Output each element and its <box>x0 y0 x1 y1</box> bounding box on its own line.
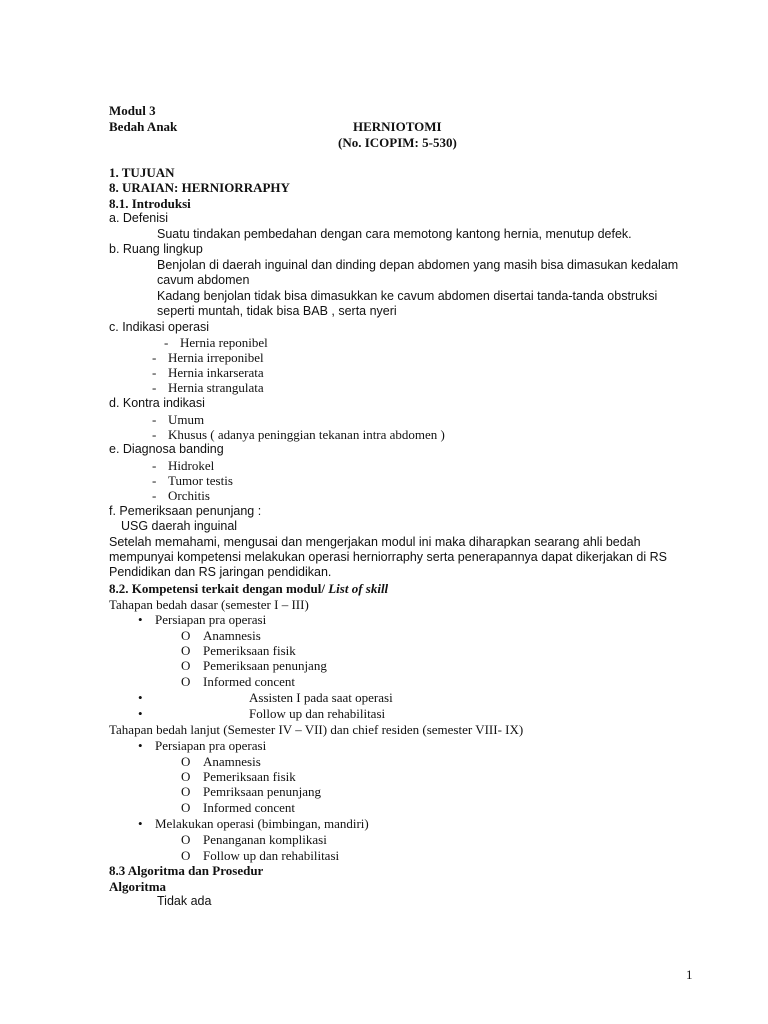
dash-marker: - <box>152 380 157 395</box>
dash-marker: - <box>152 350 157 365</box>
lanjut-persiapan: Persiapan pra operasi <box>155 738 267 753</box>
dasar-sub-item: Anamnesis <box>203 628 261 643</box>
diagnosa-item: Hidrokel <box>168 458 215 473</box>
department-label: Bedah Anak <box>109 119 178 134</box>
diagnosa-item: Orchitis <box>168 488 210 503</box>
paragraph-line: mempunyai kompetensi melakukan operasi herniorraphy serta penerapannya dapat dikerjakan di RS <box>109 550 667 564</box>
circle-marker: O <box>181 658 191 673</box>
lanjut-sub2-item: Follow up dan rehabilitasi <box>203 848 340 863</box>
circle-marker: O <box>181 674 191 689</box>
indikasi-item: Hernia inkarserata <box>168 365 264 380</box>
dash-marker: - <box>164 335 169 350</box>
dasar-persiapan: Persiapan pra operasi <box>155 612 267 627</box>
icopim-code: (No. ICOPIM: 5-530) <box>338 135 457 150</box>
defenisi-heading: a. Defenisi <box>109 211 169 225</box>
dash-marker: - <box>152 365 157 380</box>
dasar-follow: Follow up dan rehabilitasi <box>249 706 386 721</box>
circle-marker: O <box>181 784 191 799</box>
lanjut-sub-item: Pemeriksaan fisik <box>203 769 296 784</box>
algoritma-heading: 8.3 Algoritma dan Prosedur <box>109 863 264 878</box>
section-tujuan: 1. TUJUAN <box>109 165 175 180</box>
bullet-marker: • <box>138 690 143 705</box>
ruang-lingkup-line: seperti muntah, tidak bisa BAB , serta nyeri <box>157 304 397 318</box>
circle-marker: O <box>181 769 191 784</box>
diagnosa-item: Tumor testis <box>168 473 233 488</box>
indikasi-heading: c. Indikasi operasi <box>109 320 210 334</box>
kontra-heading: d. Kontra indikasi <box>109 396 205 410</box>
algoritma-subheading: Algoritma <box>109 879 167 894</box>
circle-marker: O <box>181 832 191 847</box>
paragraph-line: Setelah memahami, mengusai dan mengerjakan modul ini maka diharapkan searang ahli bedah <box>109 535 641 549</box>
tahapan-dasar-title: Tahapan bedah dasar (semester I – III) <box>109 597 309 612</box>
dasar-sub-item: Pemeriksaan fisik <box>203 643 296 658</box>
circle-marker: O <box>181 628 191 643</box>
pemeriksaan-heading: f. Pemeriksaan penunjang : <box>109 504 262 518</box>
indikasi-item: Hernia reponibel <box>180 335 268 350</box>
dasar-sub-item: Pemeriksaan penunjang <box>203 658 327 673</box>
kompetensi-heading-text: 8.2. Kompetensi terkait dengan modul/ <box>109 581 329 596</box>
document-title: HERNIOTOMI <box>353 119 442 134</box>
dash-marker: - <box>152 412 157 427</box>
bullet-marker: • <box>138 706 143 721</box>
dash-marker: - <box>152 473 157 488</box>
section-introduksi: 8.1. Introduksi <box>109 196 191 211</box>
ruang-lingkup-heading: b. Ruang lingkup <box>109 242 203 256</box>
algoritma-text: Tidak ada <box>157 894 212 908</box>
section-uraian: 8. URAIAN: HERNIORRAPHY <box>109 180 290 195</box>
lanjut-sub-item: Informed concent <box>203 800 296 815</box>
lanjut-sub2-item: Penanganan komplikasi <box>203 832 327 847</box>
kontra-item: Khusus ( adanya peninggian tekanan intra abdomen ) <box>168 427 445 442</box>
dash-marker: - <box>152 427 157 442</box>
kontra-item: Umum <box>168 412 205 427</box>
module-label: Modul 3 <box>109 103 156 118</box>
kompetensi-heading-italic: List of skill <box>328 581 389 596</box>
pemeriksaan-item: USG daerah inguinal <box>121 519 238 533</box>
dash-marker: - <box>152 488 157 503</box>
kompetensi-heading <box>109 581 388 596</box>
lanjut-melakukan: Melakukan operasi (bimbingan, mandiri) <box>155 816 369 831</box>
circle-marker: O <box>181 848 191 863</box>
dasar-asisten: Assisten I pada saat operasi <box>249 690 393 705</box>
ruang-lingkup-line: cavum abdomen <box>157 273 250 287</box>
ruang-lingkup-line: Kadang benjolan tidak bisa dimasukkan ke cavum abdomen disertai tanda-tanda obstruksi <box>157 289 658 303</box>
circle-marker: O <box>181 800 191 815</box>
indikasi-item: Hernia strangulata <box>168 380 264 395</box>
tahapan-lanjut-title: Tahapan bedah lanjut (Semester IV – VII) dan chief residen (semester VIII- IX) <box>109 722 524 737</box>
circle-marker: O <box>181 643 191 658</box>
indikasi-item: Hernia irreponibel <box>168 350 264 365</box>
ruang-lingkup-line: Benjolan di daerah inguinal dan dinding depan abdomen yang masih bisa dimasukan kedalam <box>157 258 679 272</box>
defenisi-text: Suatu tindakan pembedahan dengan cara memotong kantong hernia, menutup defek. <box>157 227 632 241</box>
dash-marker: - <box>152 458 157 473</box>
bullet-marker: • <box>138 738 143 753</box>
bullet-marker: • <box>138 612 143 627</box>
diagnosa-heading: e. Diagnosa banding <box>109 442 224 456</box>
lanjut-sub-item: Pemriksaan penunjang <box>203 784 322 799</box>
dasar-sub-item: Informed concent <box>203 674 296 689</box>
bullet-marker: • <box>138 816 143 831</box>
lanjut-sub-item: Anamnesis <box>203 754 261 769</box>
paragraph-line: Pendidikan dan RS jaringan pendidikan. <box>109 565 332 579</box>
circle-marker: O <box>181 754 191 769</box>
page-number: 1 <box>686 967 693 982</box>
